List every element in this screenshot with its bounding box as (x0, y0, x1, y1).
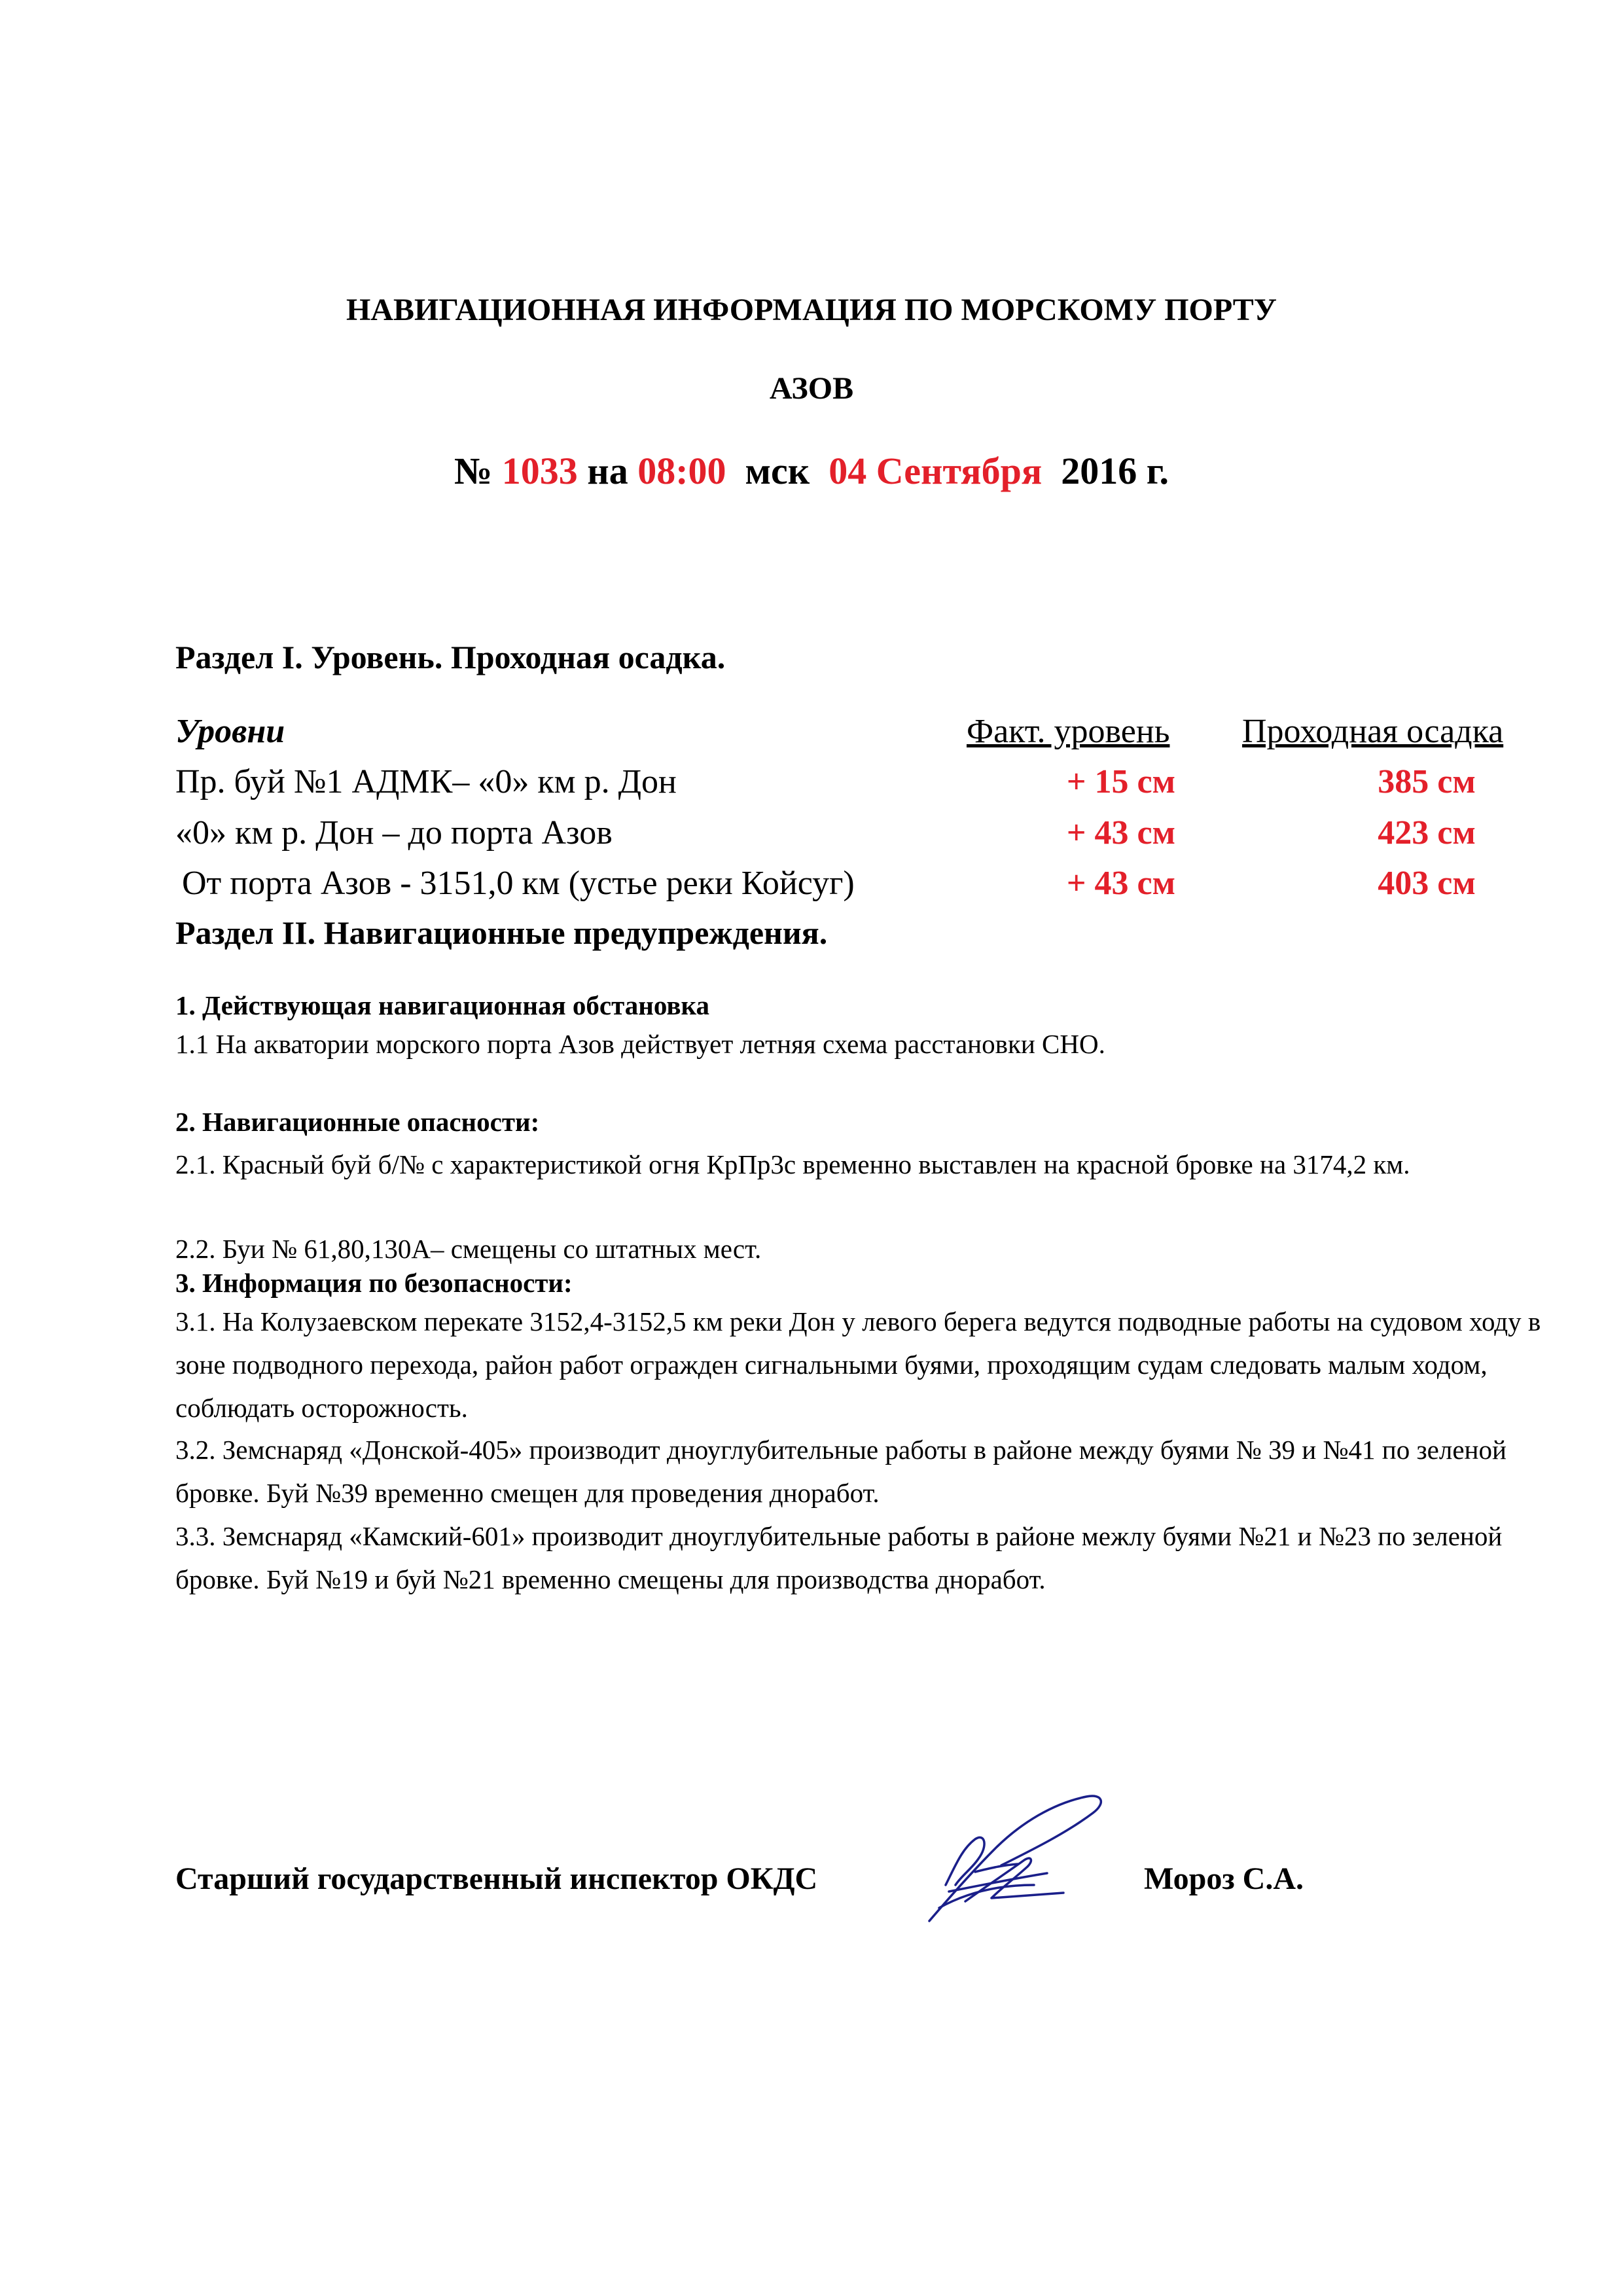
row-fact-level: + 43 см (1066, 814, 1176, 852)
column-draft: Проходная осадка (1242, 713, 1504, 750)
row-name: «0» км р. Дон – до порта Азов (175, 814, 613, 852)
paragraph-3-3: 3.3. Земснаряд «Камский-601» производит дноуглубительные работы в районе межлу буями №21 и №23 по зеленой бровке. Буй №19 и буй №21 временно смещены для производства дноработ. (175, 1521, 1503, 1594)
number-sign: № (454, 450, 493, 492)
row-name: От порта Азов - 3151,0 км (устье реки Койсуг) (182, 865, 855, 902)
levels-table-header (0, 712, 1623, 758)
levels-table-row (0, 814, 1623, 859)
column-fact-level: Факт. уровень (967, 713, 1170, 750)
section2-title: Раздел II. Навигационные предупреждения. (175, 914, 828, 951)
at-word: на (587, 450, 628, 492)
signatory-name: Мороз С.А. (1144, 1861, 1304, 1896)
row-draft: 423 см (1378, 814, 1476, 852)
handwritten-signature (910, 1787, 1119, 1937)
column-levels: Уровни (175, 713, 285, 750)
doc-date: 04 Сентября (829, 450, 1043, 492)
paragraph-3-1: 3.1. На Колузаевском перекате 3152,4-3152,5 км реки Дон у левого берега ведутся подводные работы на судовом ходу в зоне подводного перехода, район работ огражден сигнальными буями, проходящим судам следовать малым ходом, соблюдать осторожность. (175, 1306, 1541, 1423)
subsection2-heading: 2. Навигационные опасности: (175, 1107, 540, 1137)
signatory-title: Старший государственный инспектор ОКДС (175, 1861, 818, 1896)
levels-table-row (0, 864, 1623, 910)
paragraph-2-2: 2.2. Буи № 61,80,130А– смещены со штатных мест. (175, 1234, 762, 1264)
doc-number: 1033 (501, 450, 578, 492)
row-name: Пр. буй №1 АДМК– «0» км р. Дон (175, 763, 677, 800)
paragraph-2-1: 2.1. Красный буй б/№ с характеристикой огня КрПр3с временно выставлен на красной бровке на 3174,2 км. (175, 1149, 1410, 1179)
timezone: мск (745, 450, 810, 492)
doc-title-line2: АЗОВ (769, 371, 854, 406)
doc-title-line1: НАВИГАЦИОННАЯ ИНФОРМАЦИЯ ПО МОРСКОМУ ПОРТУ (346, 293, 1277, 327)
doc-year: 2016 г. (1061, 450, 1169, 492)
doc-number-line (0, 449, 1623, 493)
signature-strokes (929, 1796, 1101, 1921)
doc-time: 08:00 (637, 450, 726, 492)
levels-table-row (0, 762, 1623, 808)
section1-title: Раздел I. Уровень. Проходная осадка. (175, 639, 726, 675)
row-fact-level: + 15 см (1066, 763, 1176, 800)
paragraph-3-2: 3.2. Земснаряд «Донской-405» производит дноуглубительные работы в районе между буями № 39 и №41 по зеленой бровке. Буй №39 временно смещен для проведения дноработ. (175, 1435, 1507, 1508)
row-draft: 403 см (1378, 865, 1476, 902)
row-fact-level: + 43 см (1066, 865, 1176, 902)
row-draft: 385 см (1378, 763, 1476, 800)
subsection3-heading: 3. Информация по безопасности: (175, 1268, 573, 1298)
paragraph-1-1: 1.1 На акватории морского порта Азов действует летняя схема расстановки СНО. (175, 1029, 1105, 1059)
subsection1-heading: 1. Действующая навигационная обстановка (175, 990, 709, 1020)
